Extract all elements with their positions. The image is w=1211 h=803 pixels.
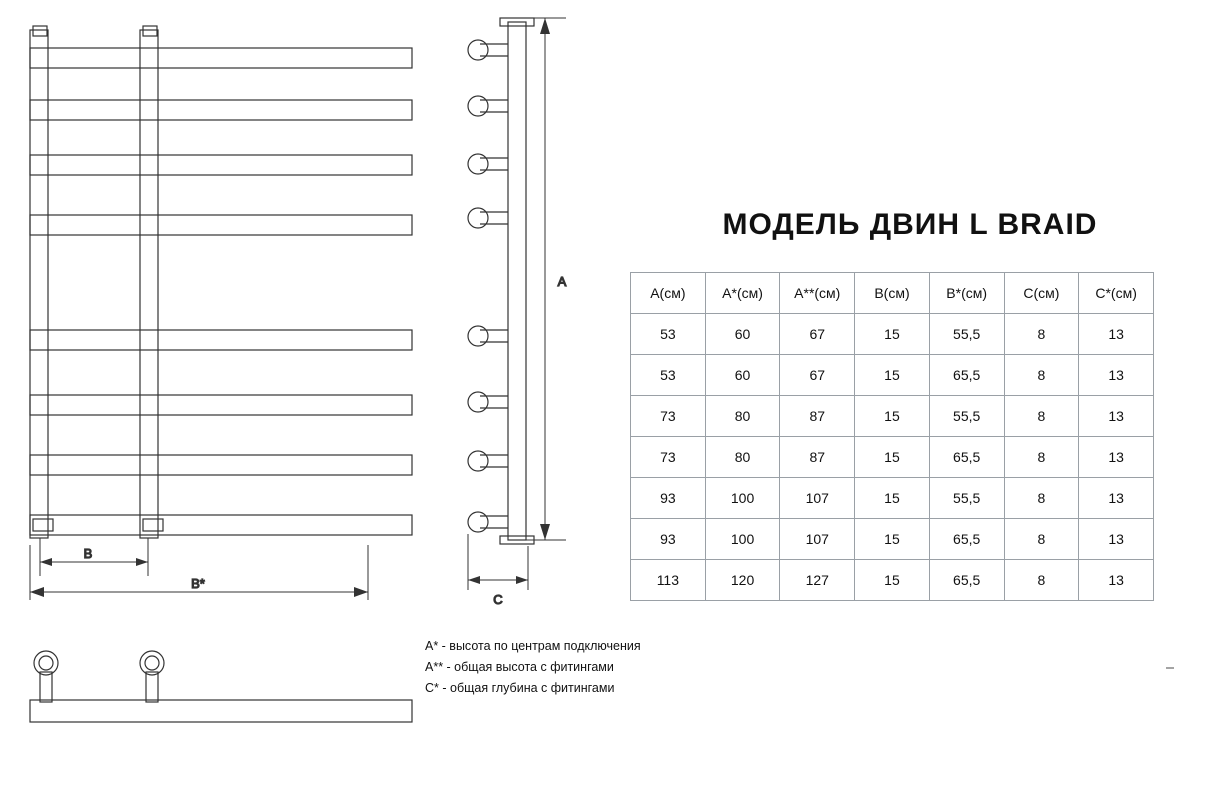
table-header-cell: B(см) [855, 273, 930, 314]
table-cell: 15 [855, 560, 930, 601]
table-cell: 73 [631, 437, 706, 478]
table-cell: 8 [1004, 355, 1079, 396]
table-cell: 100 [705, 519, 780, 560]
table-header-cell: A**(см) [780, 273, 855, 314]
table-cell: 127 [780, 560, 855, 601]
table-cell: 80 [705, 437, 780, 478]
table-cell: 15 [855, 355, 930, 396]
table-cell: 8 [1004, 519, 1079, 560]
side-view [468, 18, 534, 544]
table-header-cell: C*(см) [1079, 273, 1154, 314]
table-cell: 13 [1079, 478, 1154, 519]
table-cell: 80 [705, 396, 780, 437]
table-row [631, 355, 1154, 396]
legend-note: A* - высота по центрам подключения [425, 639, 641, 653]
table-cell: 8 [1004, 478, 1079, 519]
dimension-b [40, 538, 148, 576]
table-header-cell: C(см) [1004, 273, 1079, 314]
table-row [631, 478, 1154, 519]
table-cell: 55,5 [929, 314, 1004, 355]
table-cell: 15 [855, 396, 930, 437]
table-cell: 107 [780, 519, 855, 560]
table-cell: 15 [855, 519, 930, 560]
table-cell: 65,5 [929, 560, 1004, 601]
table-cell: 73 [631, 396, 706, 437]
table-cell: 8 [1004, 396, 1079, 437]
table-cell: 53 [631, 355, 706, 396]
table-cell: 15 [855, 314, 930, 355]
top-view [30, 651, 412, 722]
dimension-a-label: A [557, 274, 567, 289]
table-cell: 93 [631, 478, 706, 519]
table-cell: 67 [780, 355, 855, 396]
legend-note: A** - общая высота с фитингами [425, 660, 614, 674]
table-header-row [631, 273, 1154, 314]
table-cell: 13 [1079, 519, 1154, 560]
specifications-table [630, 272, 1154, 601]
table-cell: 87 [780, 437, 855, 478]
table-header-cell: A*(см) [705, 273, 780, 314]
table-cell: 13 [1079, 560, 1154, 601]
table-cell: 100 [705, 478, 780, 519]
table-cell: 65,5 [929, 519, 1004, 560]
table-header-cell: A(см) [631, 273, 706, 314]
page-title: МОДЕЛЬ ДВИН L BRAID [722, 208, 1098, 241]
table-cell: 8 [1004, 314, 1079, 355]
table-cell: 13 [1079, 355, 1154, 396]
table-cell: 8 [1004, 560, 1079, 601]
table-cell: 8 [1004, 437, 1079, 478]
table-row [631, 314, 1154, 355]
table-cell: 113 [631, 560, 706, 601]
table-cell: 13 [1079, 437, 1154, 478]
dimension-c [468, 534, 528, 590]
table-cell: 55,5 [929, 478, 1004, 519]
table-row [631, 519, 1154, 560]
table-cell: 65,5 [929, 437, 1004, 478]
table-cell: 107 [780, 478, 855, 519]
table-header-cell: B*(см) [929, 273, 1004, 314]
table-cell: 93 [631, 519, 706, 560]
dimension-b-star [30, 545, 368, 600]
table-row [631, 396, 1154, 437]
table-cell: 55,5 [929, 396, 1004, 437]
table-cell: 87 [780, 396, 855, 437]
table-cell: 60 [705, 314, 780, 355]
dimension-b-star-label: B* [191, 576, 205, 591]
front-view [30, 26, 412, 538]
legend-note: C* - общая глубина с фитингами [425, 681, 615, 695]
dimension-c-label: C [493, 592, 503, 607]
table-cell: 65,5 [929, 355, 1004, 396]
legend-notes [425, 636, 655, 699]
table-cell: 60 [705, 355, 780, 396]
table-cell: 53 [631, 314, 706, 355]
table-cell: 120 [705, 560, 780, 601]
table-cell: 13 [1079, 314, 1154, 355]
table-row [631, 437, 1154, 478]
dimension-b-label: B [83, 546, 93, 561]
table-cell: 67 [780, 314, 855, 355]
table-cell: 15 [855, 437, 930, 478]
table-row [631, 560, 1154, 601]
table-cell: 13 [1079, 396, 1154, 437]
table-cell: 15 [855, 478, 930, 519]
